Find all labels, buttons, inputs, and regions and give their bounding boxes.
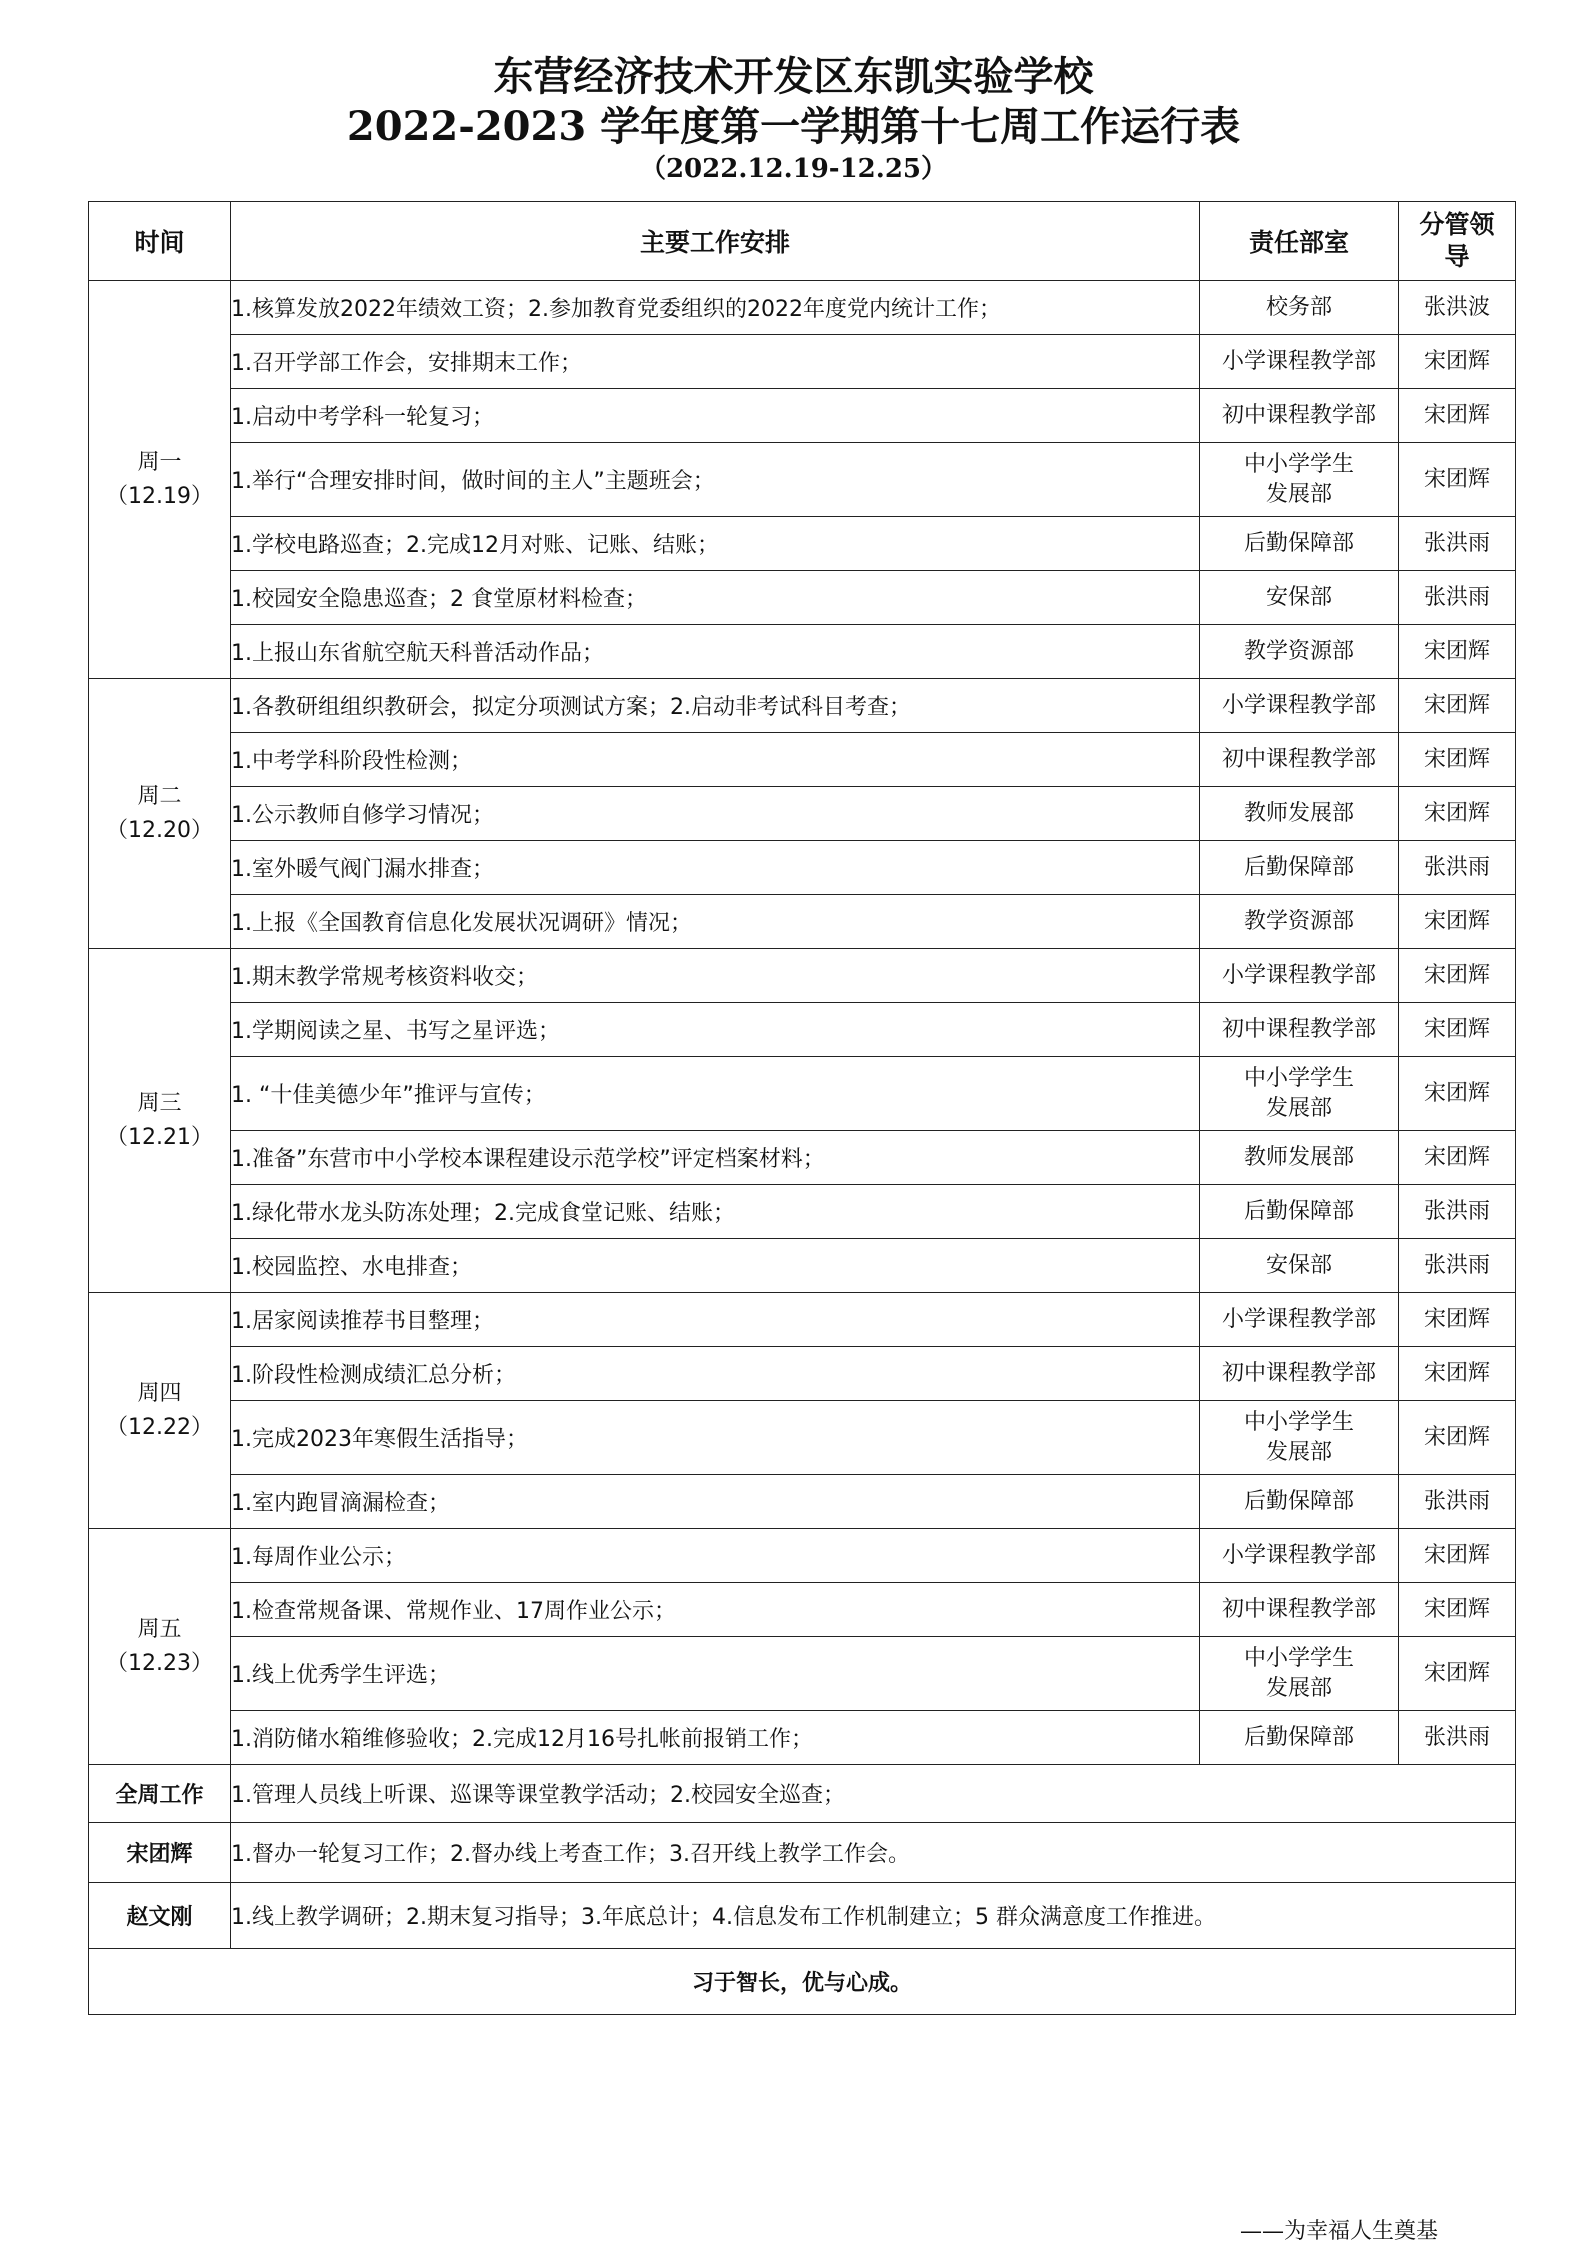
table-row [89, 1529, 1516, 1583]
day-cell [89, 679, 231, 949]
header-row [89, 202, 1516, 281]
summary-label: 宋团辉 [89, 1823, 231, 1883]
lead-cell: 宋团辉 [1399, 1347, 1516, 1401]
table-row [89, 1239, 1516, 1293]
lead-cell: 宋团辉 [1399, 733, 1516, 787]
work-item: 1.阶段性检测成绩汇总分析； [231, 1347, 1200, 1401]
lead-cell: 张洪雨 [1399, 1239, 1516, 1293]
dept-cell: 初中课程教学部 [1200, 733, 1399, 787]
lead-cell: 宋团辉 [1399, 1637, 1516, 1711]
summary-label: 赵文刚 [89, 1883, 231, 1949]
dept-cell: 后勤保障部 [1200, 517, 1399, 571]
work-item: 1. “十佳美德少年”推评与宣传； [231, 1057, 1200, 1131]
table-row [89, 895, 1516, 949]
lead-cell: 宋团辉 [1399, 1057, 1516, 1131]
work-item: 1.各教研组组织教研会，拟定分项测试方案；2.启动非考试科目考查； [231, 679, 1200, 733]
dept-cell: 初中课程教学部 [1200, 389, 1399, 443]
lead-cell: 宋团辉 [1399, 625, 1516, 679]
dept-cell: 安保部 [1200, 1239, 1399, 1293]
work-item: 1.室内跑冒滴漏检查； [231, 1475, 1200, 1529]
table-row [89, 571, 1516, 625]
day-date: （12.21） [106, 1124, 213, 1150]
dept-cell: 中小学学生发展部 [1200, 1057, 1399, 1131]
dept-cell: 教学资源部 [1200, 625, 1399, 679]
dept-cell: 安保部 [1200, 571, 1399, 625]
dept-cell: 初中课程教学部 [1200, 1583, 1399, 1637]
lead-cell: 宋团辉 [1399, 895, 1516, 949]
day-date: （12.22） [106, 1414, 213, 1440]
lead-cell: 张洪雨 [1399, 517, 1516, 571]
work-item: 1.每周作业公示； [231, 1529, 1200, 1583]
table-row [89, 281, 1516, 335]
dept-cell: 小学课程教学部 [1200, 949, 1399, 1003]
work-item: 1.绿化带水龙头防冻处理；2.完成食堂记账、结账； [231, 1185, 1200, 1239]
document-subtitle: 2022-2023 学年度第一学期第十七周工作运行表 [346, 103, 1241, 150]
work-item: 1.召开学部工作会，安排期末工作； [231, 335, 1200, 389]
table-row [89, 1131, 1516, 1185]
work-item: 1.准备”东营市中小学校本课程建设示范学校”评定档案材料； [231, 1131, 1200, 1185]
table-row [89, 1583, 1516, 1637]
table-row [89, 389, 1516, 443]
work-item: 1.室外暖气阀门漏水排查； [231, 841, 1200, 895]
schedule-table [88, 201, 1516, 2015]
day-cell [89, 949, 231, 1293]
table-row [89, 949, 1516, 1003]
work-item: 1.上报《全国教育信息化发展状况调研》情况； [231, 895, 1200, 949]
day-name: 周一 [137, 449, 182, 475]
day-name: 周四 [137, 1380, 182, 1406]
dept-cell: 小学课程教学部 [1200, 1529, 1399, 1583]
lead-cell: 张洪雨 [1399, 1711, 1516, 1765]
work-item: 1.中考学科阶段性检测； [231, 733, 1200, 787]
dept-cell: 校务部 [1200, 281, 1399, 335]
dept-cell: 后勤保障部 [1200, 1185, 1399, 1239]
table-row [89, 1475, 1516, 1529]
day-date: （12.23） [106, 1650, 213, 1676]
lead-cell: 宋团辉 [1399, 787, 1516, 841]
table-row [89, 1003, 1516, 1057]
dept-cell: 后勤保障部 [1200, 841, 1399, 895]
table-row [89, 679, 1516, 733]
dept-cell: 后勤保障部 [1200, 1475, 1399, 1529]
header-time: 时间 [89, 202, 231, 281]
dept-cell: 教学资源部 [1200, 895, 1399, 949]
dept-cell: 教师发展部 [1200, 1131, 1399, 1185]
work-item: 1.学期阅读之星、书写之星评选； [231, 1003, 1200, 1057]
day-name: 周五 [137, 1616, 182, 1642]
table-row [89, 1185, 1516, 1239]
lead-cell: 宋团辉 [1399, 443, 1516, 517]
day-name: 周三 [137, 1090, 182, 1116]
work-item: 1.校园监控、水电排查； [231, 1239, 1200, 1293]
lead-cell: 张洪雨 [1399, 841, 1516, 895]
work-item: 1.学校电路巡查；2.完成12月对账、记账、结账； [231, 517, 1200, 571]
summary-row [89, 1823, 1516, 1883]
lead-cell: 宋团辉 [1399, 1003, 1516, 1057]
day-date: （12.19） [106, 483, 213, 509]
dept-cell: 小学课程教学部 [1200, 679, 1399, 733]
day-cell [89, 1293, 231, 1529]
lead-cell: 宋团辉 [1399, 1583, 1516, 1637]
summary-text: 1.督办一轮复习工作；2.督办线上考查工作；3.召开线上教学工作会。 [231, 1823, 1516, 1883]
dept-cell: 后勤保障部 [1200, 1711, 1399, 1765]
header-lead: 分管领导 [1399, 202, 1516, 281]
footer-slogan: ——为幸福人生奠基 [1240, 2219, 1439, 2244]
table-row [89, 733, 1516, 787]
work-item: 1.期末教学常规考核资料收交； [231, 949, 1200, 1003]
day-cell [89, 1529, 231, 1765]
work-item: 1.核算发放2022年绩效工资；2.参加教育党委组织的2022年度党内统计工作； [231, 281, 1200, 335]
school-motto: 习于智长，优与心成。 [89, 1949, 1516, 2015]
summary-label: 全周工作 [89, 1765, 231, 1823]
table-row [89, 625, 1516, 679]
header-work: 主要工作安排 [231, 202, 1200, 281]
work-item: 1.启动中考学科一轮复习； [231, 389, 1200, 443]
table-row [89, 1711, 1516, 1765]
summary-row [89, 1883, 1516, 1949]
dept-cell: 初中课程教学部 [1200, 1347, 1399, 1401]
summary-text: 1.线上教学调研；2.期末复习指导；3.年底总计；4.信息发布工作机制建立；5 群众满意度工作推进。 [231, 1883, 1516, 1949]
day-date: （12.20） [106, 817, 213, 843]
dept-cell: 教师发展部 [1200, 787, 1399, 841]
table-row [89, 335, 1516, 389]
header-dept: 责任部室 [1200, 202, 1399, 281]
summary-text: 1.管理人员线上听课、巡课等课堂教学活动；2.校园安全巡查； [231, 1765, 1516, 1823]
document-title: 东营经济技术开发区东凯实验学校 [493, 53, 1094, 100]
date-range: （2022.12.19-12.25） [639, 154, 948, 184]
dept-cell: 中小学学生发展部 [1200, 1401, 1399, 1475]
work-item: 1.公示教师自修学习情况； [231, 787, 1200, 841]
work-item: 1.上报山东省航空航天科普活动作品； [231, 625, 1200, 679]
lead-cell: 宋团辉 [1399, 679, 1516, 733]
table-row [89, 1637, 1516, 1711]
lead-cell: 张洪雨 [1399, 571, 1516, 625]
lead-cell: 宋团辉 [1399, 1293, 1516, 1347]
work-item: 1.检查常规备课、常规作业、17周作业公示； [231, 1583, 1200, 1637]
lead-cell: 宋团辉 [1399, 389, 1516, 443]
lead-cell: 张洪波 [1399, 281, 1516, 335]
table-row [89, 1057, 1516, 1131]
motto-row [89, 1949, 1516, 2015]
work-item: 1.校园安全隐患巡查；2 食堂原材料检查； [231, 571, 1200, 625]
table-row [89, 1401, 1516, 1475]
work-item: 1.举行“合理安排时间，做时间的主人”主题班会； [231, 443, 1200, 517]
work-item: 1.完成2023年寒假生活指导； [231, 1401, 1200, 1475]
lead-cell: 宋团辉 [1399, 1401, 1516, 1475]
day-cell [89, 281, 231, 679]
table-row [89, 1293, 1516, 1347]
lead-cell: 张洪雨 [1399, 1475, 1516, 1529]
lead-cell: 宋团辉 [1399, 1131, 1516, 1185]
day-name: 周二 [137, 783, 182, 809]
summary-row [89, 1765, 1516, 1823]
work-item: 1.消防储水箱维修验收；2.完成12月16号扎帐前报销工作； [231, 1711, 1200, 1765]
table-row [89, 443, 1516, 517]
dept-cell: 中小学学生发展部 [1200, 443, 1399, 517]
work-item: 1.线上优秀学生评选； [231, 1637, 1200, 1711]
lead-cell: 宋团辉 [1399, 949, 1516, 1003]
lead-cell: 宋团辉 [1399, 335, 1516, 389]
lead-cell: 张洪雨 [1399, 1185, 1516, 1239]
dept-cell: 小学课程教学部 [1200, 335, 1399, 389]
dept-cell: 小学课程教学部 [1200, 1293, 1399, 1347]
lead-cell: 宋团辉 [1399, 1529, 1516, 1583]
table-row [89, 517, 1516, 571]
table-row [89, 787, 1516, 841]
dept-cell: 初中课程教学部 [1200, 1003, 1399, 1057]
table-row [89, 841, 1516, 895]
dept-cell: 中小学学生发展部 [1200, 1637, 1399, 1711]
table-row [89, 1347, 1516, 1401]
work-item: 1.居家阅读推荐书目整理； [231, 1293, 1200, 1347]
